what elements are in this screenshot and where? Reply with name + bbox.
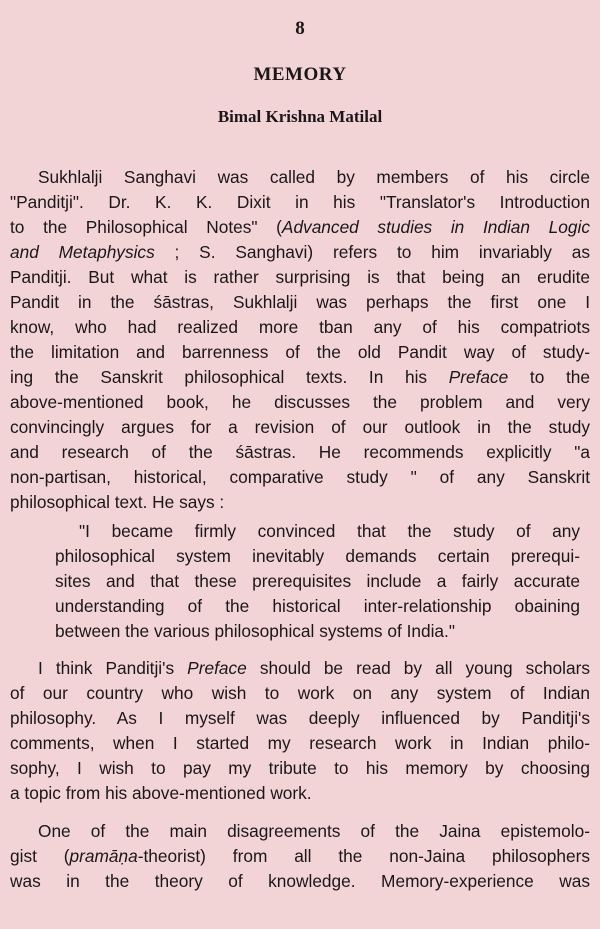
text-line: gist (pramāṇa-theorist) from all the non-Jaina philosophers <box>10 846 590 866</box>
text-line: ing the Sanskrit philosophical texts. In his Preface to the <box>10 367 590 387</box>
text-line: above-mentioned book, he discusses the problem and very <box>10 392 590 412</box>
chapter-title: MEMORY <box>253 64 347 85</box>
text-line: and Metaphysics ; S. Sanghavi) refers to him invariably as <box>10 242 590 262</box>
quote-line: understanding of the historical inter-relationship obaining <box>55 596 580 616</box>
text-line: and research of the śāstras. He recommends explicitly "a <box>10 442 590 462</box>
text-line: comments, when I started my research work in Indian philo- <box>10 733 590 753</box>
text-line: "Panditji". Dr. K. K. Dixit in his "Translator's Introduction <box>10 192 590 212</box>
quote-line: philosophical system inevitably demands certain prerequi- <box>55 546 580 566</box>
text-line: One of the main disagreements of the Jaina epistemolo- <box>38 821 590 841</box>
text-line: philosophy. As I myself was deeply influenced by Panditji's <box>10 708 590 728</box>
quote-line: "I became firmly convinced that the study of any <box>79 521 580 541</box>
text-line: a topic from his above-mentioned work. <box>10 783 312 803</box>
text-line: to the Philosophical Notes" (Advanced studies in Indian Logic <box>10 217 590 237</box>
text-line: Pandit in the śāstras, Sukhlalji was perhaps the first one I <box>10 292 590 312</box>
text-line: convincingly argues for a revision of our outlook in the study <box>10 417 590 437</box>
quote-line: sites and that these prerequisites include a fairly accurate <box>55 571 580 591</box>
text-line: was in the theory of knowledge. Memory-experience was <box>10 871 590 891</box>
text-line: sophy, I wish to pay my tribute to his memory by choosing <box>10 758 590 778</box>
text-line: philosophical text. He says : <box>10 492 225 512</box>
text-line: know, who had realized more tban any of his compatriots <box>10 317 590 337</box>
quote-line: between the various philosophical systems of India." <box>55 621 455 641</box>
text-line: Panditji. But what is rather surprising is that being an erudite <box>10 267 590 287</box>
chapter-author: Bimal Krishna Matilal <box>217 107 383 126</box>
text-line: I think Panditji's Preface should be read by all young scholars <box>38 658 590 678</box>
text-line: of our country who wish to work on any system of Indian <box>10 683 590 703</box>
text-line: non-partisan, historical, comparative study " of any Sanskrit <box>10 467 590 487</box>
text-line: the limitation and barrenness of the old Pandit way of study- <box>10 342 590 362</box>
text-line: Sukhlalji Sanghavi was called by members of his circle <box>38 167 590 187</box>
page-number: 8 <box>295 18 305 39</box>
